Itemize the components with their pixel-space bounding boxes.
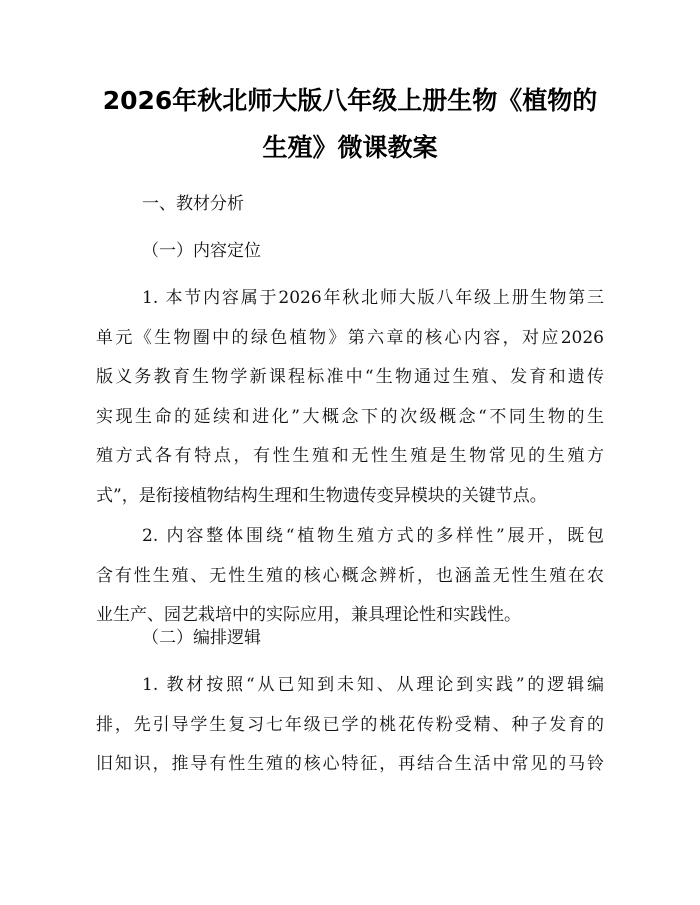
paragraph-line: 旧知识，推导有性生殖的核心特征，再结合生活中常见的马铃	[96, 754, 604, 774]
paragraph-line: 2. 内容整体围绕“植物生殖方式的多样性”展开，既包	[142, 526, 604, 546]
paragraph-3	[96, 666, 604, 785]
document-title-line-1: 2026年秋北师大版八年级上册生物《植物的	[102, 86, 598, 115]
paragraph-line: 排，先引导学生复习七年级已学的桃花传粉受精、种子发育的	[96, 714, 604, 735]
paragraph-2	[96, 517, 604, 636]
paragraph-line: 实现生命的延续和进化”大概念下的次级概念“不同生物的生	[96, 406, 604, 427]
subheading-content-positioning: （一）内容定位	[142, 241, 261, 261]
paragraph-line: 单元《生物圈中的绿色植物》第六章的核心内容，对应2026	[96, 327, 604, 348]
paragraph-1	[96, 279, 604, 516]
paragraph-line: 式”，是衔接植物结构生理和生物遗传变异模块的关键节点。	[96, 485, 547, 506]
paragraph-line: 1. 教材按照“从已知到未知、从理论到实践”的逻辑编	[142, 675, 604, 695]
paragraph-line: 1. 本节内容属于2026年秋北师大版八年级上册生物第三	[142, 288, 604, 308]
paragraph-line: 业生产、园艺栽培中的实际应用，兼具理论性和实践性。	[96, 605, 521, 625]
paragraph-line: 含有性生殖、无性生殖的核心概念辨析，也涵盖无性生殖在农	[96, 565, 604, 586]
section-heading-teaching-material-analysis: 一、教材分析	[142, 194, 244, 214]
subheading-arrangement-logic: （二）编排逻辑	[142, 628, 261, 648]
document-title-line-2: 生殖》微课教案	[262, 133, 438, 162]
paragraph-line: 版义务教育生物学新课程标准中“生物通过生殖、发育和遗传	[96, 367, 604, 387]
paragraph-line: 殖方式各有特点，有性生殖和无性生殖是生物常见的生殖方	[96, 446, 604, 466]
